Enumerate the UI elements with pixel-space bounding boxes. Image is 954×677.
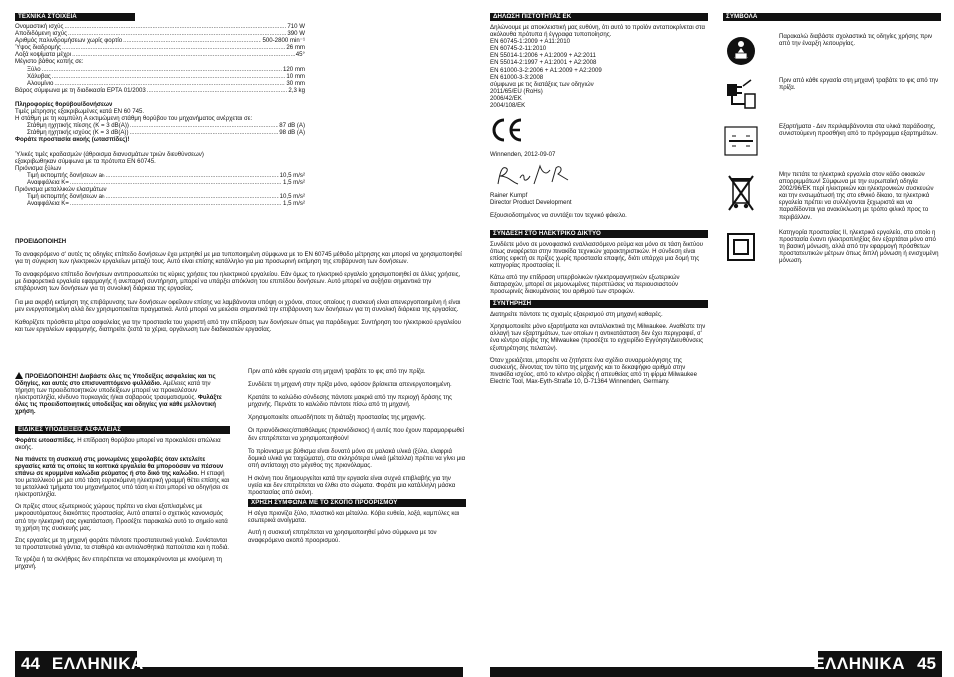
declaration-standard: EN 60745-1:2009 + A11:2010: [490, 38, 571, 46]
weee-bin-icon: [723, 171, 759, 215]
intended-use-1: Η σέγα πριονίζει ξύλο, πλαστικό και μέταλλο. Κόβει ευθεία, λοξά, καμπύλες και εσωτερικά ανοίγματα.: [248, 510, 460, 525]
warning-paragraphs: [15, 251, 463, 333]
vib-wood-row: [15, 179, 305, 186]
weight-row: Βάρος σύμφωνα με τη διαδικασία EPTA 01/2003 ..... 2,3 kg: [15, 87, 305, 94]
symbol-text: Παρακαλώ διαβάστε σχολαστικά τις οδηγίες χρήσης πριν από την έναρξη λειτουργίας.: [779, 33, 933, 48]
symbol-text: Πριν από κάθε εργασία στη μηχανή τραβάτε το φις από την πρίζα.: [779, 77, 939, 92]
declaration-standards: [490, 38, 708, 81]
depth-spec-value: 120 mm: [282, 65, 305, 73]
specs-list: [15, 23, 305, 58]
depth-spec-row: [15, 80, 305, 87]
vib-metal-sub: h: [102, 194, 105, 200]
safety-paragraph: Οι πριονόδισκες/σπαθόλαμες (πριονόδισκος) ή αυτές που έχουν παραμορφωθεί δεν επιτρέπεται να χρησιμοποιηθούν!: [248, 427, 464, 442]
warning-section: [15, 238, 463, 333]
spec-value: 390 W: [287, 30, 305, 38]
warning-paragraph: Το αναφερόμενο επίπεδο δονήσεων αντιπροσωπεύει τις κύριες χρήσεις του ηλεκτρικού εργαλείου. Εάν όμως το ηλεκτρικό εργαλείο χρησιμοποιηθεί σε άλλες χρήσεις, με διαφορετικά εργαλεία εφαρμογής ή ανεπαρκή συντήρηση, μπορεί να υπάρξει απόκλιση του επιπέδου δονήσεων. Αυτό μπορεί να αυξήσει σημαντικά την επιβάρυνση των δονήσεων για τη συνολική διάρκεια της εργασίας.: [15, 271, 461, 293]
vibration-intro: Ύλικές τιμές κραδασμών (άθροισμα διανυσμάτων τριών διευθύνσεων) εξακριβωθηκαν σύμφωνα με τα πρότυπα EN 60745.: [15, 150, 204, 165]
maintenance-2: Χρησιμοποιείτε μόνο εξαρτήματα και ανταλλακτικά της Milwaukee. Αναθέστε την αλλαγή των εξαρτημάτων, των οποίων η αντικατάσταση δεν έχει περιγραφεί, σ' ένα κέντρο σέρβις της Milwaukee (προσέξτε το εγχειρίδιο Εγγύηση/Διευθύνσεις εξυπηρέτησης πελατών).: [490, 323, 706, 352]
declaration-directive: 2011/65/EU (RoHs): [490, 87, 543, 95]
declaration-intro: Δηλώνουμε με αποκλειστική μας ευθύνη, ότι αυτό το προϊόν ανταποκρίνεται στα ακόλουθα πρότυπα ή έγγραφα τυποποίησης.: [490, 24, 705, 39]
spec-value: 45°: [295, 51, 305, 59]
page-number: 44: [21, 654, 40, 673]
declaration-directive: 2004/108/EK: [490, 102, 526, 110]
mid-paragraphs: [248, 368, 466, 496]
vib-metal-row: [15, 200, 305, 207]
spec-row: [15, 30, 305, 37]
vib-metal-value: 10,5 m/s²: [279, 193, 305, 201]
vib-wood-value: 1,5 m/s²: [282, 178, 305, 186]
right-footer: [490, 651, 942, 677]
spec-label: Αριθμός παλινδρομήσεων χωρίς φορτίο: [15, 37, 123, 45]
signatory-authorized: Εξουσιοδοτημένος να συντάξει τον τεχνικό φάκελο.: [490, 212, 627, 220]
spec-value: 26 mm: [286, 44, 305, 52]
spec-label: Ύψος διαδρομής: [15, 44, 61, 52]
declaration-directives: [490, 88, 708, 109]
depth-list: [15, 66, 305, 87]
vib-metal-label: Τιμή εκπομπής δονήσεων a: [27, 193, 103, 201]
left-column-1-lower: [15, 372, 230, 570]
spec-row: [15, 37, 305, 44]
mains-1: Συνδέετε μόνο σε μονοφασικό εναλλασσόμενο ρεύμα και μόνο σε τάση δικτύου όπως αναφέρεται στην πινακίδα τεχνικών χαρακτηριστικών. Η σύνδεση είναι επίσης εφικτή σε πρίζες χωρίς προστασία επαφής, διότι υπάρχει μια δομή της κατηγορίας προστασίας II.: [490, 240, 703, 269]
spec-row: [15, 51, 305, 58]
depth-title: Μέγιστο βάθος κοπής σε:: [15, 58, 84, 66]
vibration-wood-list: [15, 172, 305, 186]
noise-spec-value: 98 dB (A): [279, 129, 305, 137]
symbol-text: Εξαρτήματα - Δεν περιλαμβάνονται στα υλικά παράδοσης, συνιστούμενη προσθήκη από το πρόγραμμα εξαρτημάτων.: [779, 123, 938, 138]
vib-metal-label: Αναφφάλεια K=: [27, 200, 69, 208]
noise-spec-label: Στάθμη ηχητικής ισχύος (K = 3 dB(A)): [27, 129, 129, 137]
special-safety-2: Να πιάνετε τη συσκευή στις μονωμένες χειρολαβές όταν εκτελείτε εργασίες κατά τις οποίες τα κοπτικά εργαλεία θα μπορούσαν να πέσουν επάνω σε κρυμμένα καλώδια ρεύματος ή στο δικό της καλώδιο. Η επαφή του μεταλλικού με μια υπό τάση ευρισκόμενη ηλεκτρική γραμμή θέτει επίσης και τα μεταλλικά τμήματα του μηχανήματος υπό τάση κι έτσι μπορεί να οδηγήσει σε ηλεκτροπληξία.: [15, 455, 230, 499]
depth-spec-row: [15, 66, 305, 73]
safety-paragraph: Κρατάτε το καλώδιο σύνδεσης πάντοτε μακριά από την περιοχή δράσης της μηχανής. Περνάτε το καλώδιο πάντοτε πίσω από τη μηχανή.: [248, 394, 452, 409]
language-label: ΕΛΛΗΝΙΚΑ: [51, 654, 144, 673]
vib-wood-label: Τιμή εκπομπής δονήσεων a: [27, 171, 103, 179]
signature: [490, 162, 708, 192]
vibration-wood-title: Πριόνισμα ξύλων: [15, 164, 62, 172]
safety-paragraph: Χρησιμοποιείτε οπωσδήποτε τη διάταξη προστασίας της μηχανής.: [248, 414, 426, 422]
read-manual-icon: [723, 33, 759, 69]
special-safety-5: Τα γρέζια ή τα σκλήθρες δεν επιτρέπεται να απομακρύνονται με κινούμενη τη μηχανή.: [15, 555, 223, 570]
special-safety-4: Στις εργασίες με τη μηχανή φοράτε πάντοτε προστατευτικά γυαλιά. Συνίστανται τα προστατευτικά γάντια, τα σταθερά και αντιολισθητικά παπούτσια και η ποδιά.: [15, 536, 230, 551]
depth-spec-label: Χάλυβας: [27, 72, 51, 80]
symbol-text: Μην πετάτε τα ηλεκτρικά εργαλεία στον κάδο οικιακών απορριμμάτων! Σύμφωνα με την ευρωπαϊκή οδηγία 2002/96/ΕΚ περί ηλεκτρικών και ηλεκτρονικών συσκευών και την ενσωμάτωσή της στο εθνικό δίκαιο, τα ηλεκτρικά εργαλεία πρέπει να συλλέγονται ξεχωριστά και να παραδίδονται για ανακύκλωση με τρόπο φιλικό προς το περιβάλλον.: [779, 171, 934, 221]
intended-use-header: ΧΡΗΣΗ ΣΥΜΦΩΝΑ ΜΕ ΤΟ ΣΚΟΠΟ ΠΡΟΟΡΙΣΜΟΥ: [248, 499, 466, 507]
spec-label: Ονομαστική ισχύς: [15, 23, 64, 30]
depth-spec-value: 10 mm: [286, 72, 305, 80]
declaration-header: ΔΗΛΩΣΗ ΠΙΣΤΟΤΗΤΑΣ ΕΚ: [490, 13, 708, 21]
noise-title: Πληροφορίες θορύβου/δονήσεων: [15, 100, 113, 108]
vibration-metal-title: Πριόνισμα μεταλλικών ελασμάτων: [15, 185, 107, 193]
declaration-directives-intro: σύμφωνα με τις διατάξεις των οδηγιών: [490, 80, 594, 88]
language-label: ΕΛΛΗΝΙΚΑ: [813, 654, 906, 673]
vib-metal-row: [15, 193, 305, 200]
safety-paragraph: Η σκόνη που δημιουργείται κατά την εργασία είναι συχνά επιβλαβής για την υγεία και δεν επιτρέπεται να έλθει στο σώματα. Φοράτε μια κατάλληλη μάσκα προστασίας από σκόνη.: [248, 474, 456, 497]
class-ii-icon: [723, 229, 759, 265]
special-safety-header: ΕΙΔΙΚΕΣ ΥΠΟΔΕΙΞΕΙΣ ΑΣΦΑΛΕΙΑΣ: [15, 426, 230, 434]
warning-paragraph: Για μια ακριβή εκτίμηση της επιβάρυνσης των δονήσεων οφείλουν επίσης να λαμβάνονται υπόψη οι χρόνοι, στους οποίους η συσκευή είναι απενεργοποιημένη ή είναι μεν ενεργοποιημένη αλλά δεν χρησιμοποιείται πραγματικά. Αυτό μπορεί να μειώσει σημαντικά την επιβάρυνση των δονήσεων για τη συνολική διάρκεια της εργασίας.: [15, 298, 461, 313]
unplug-icon: [723, 77, 759, 113]
noise-intro-1: Τιμές μέτρησης εξακριβωμένες κατά EN 60 745.: [15, 108, 145, 116]
noise-intro-2: Η στάθμη με τη καμπύλη A εκτιμώμενη στάθμη θορύβου του μηχανήματος ανέρχεται σε:: [15, 115, 253, 123]
declaration-standard: EN 61000-3-2:2006 + A1:2009 + A2:2009: [490, 66, 602, 74]
signatory-title: Director Product Development: [490, 199, 572, 207]
accessory-icon: [723, 123, 759, 159]
declaration-place-date: Winnenden, 2012-09-07: [490, 151, 556, 159]
depth-spec-value: 30 mm: [286, 79, 305, 87]
warning-box: ΠΡΟΕΙΔΟΠΟΙΗΣΗ! Διαβάστε όλες τις Υποδείξεις ασφαλείας και τις Οδηγίες, και αυτές στο επισυναπτόμενο φυλλάδιο. Αμέλειες κατά την τήρηση των προειδοποιητικών υποδείξεων μπορεί να προκαλέσουν ηλεκτροπληξία, κίνδυνο πυρκαγιάς ή/και σοβαρούς τραυματισμούς. Φυλάξτε όλες τις προειδοποιητικές υποδείξεις και οδηγίες για κάθε μελλοντική χρήση.: [15, 373, 222, 416]
spec-value: 710 W: [287, 23, 305, 30]
warning-paragraph: Καθορίζετε πρόσθετα μέτρα ασφαλείας για την προστασία του χειριστή από την επίδραση των δονήσεων όπως για παράδειγμα: Συντήρηση του ηλεκτρικού εργαλείου και των εργαλείων εφαρμογής, διατηρείτε ζεστά τα χέρια, οργάνωση των διαδικασιών εργασίας.: [15, 318, 461, 333]
spec-label: Λοξά κοψίματα μέχρι: [15, 51, 72, 59]
maintenance-1: Διατηρείτε πάντοτε τις σχισμές εξαερισμού στη μηχανή καθαρές.: [490, 311, 663, 319]
vib-wood-sub: h: [102, 172, 105, 178]
safety-paragraph: Το πρίονισμα με βύθισμα είναι δυνατό μόνο σε μαλακά υλικά (ξύλο, ελαφριά δομικά υλικά για τοιχώματα), στα σκληρότερα υλικά (μέταλλα) πρέπει να γίνει μια οπή αντίστοιχη στο μέγεθος της πριονόλαμας.: [248, 447, 466, 469]
right-footer-tab: [813, 651, 942, 677]
right-column-1: [490, 13, 708, 385]
depth-spec-label: Ξύλο: [27, 65, 41, 73]
symbol-row-weee: [723, 171, 941, 221]
symbol-row-manual: [723, 33, 941, 69]
right-page: [477, 0, 954, 677]
maintenance-3: Όταν χρειάζεται, μπορείτε να ζητήσετε ένα σχέδιο συναρμολόγησης της συσκευής, δίνοντας τον τύπο της μηχανής και το δεκαψήφιο αριθμό στην πινακίδα ισχύος, από το κέντρο σέρβις ή απευθείας από τη φίρμα Milwaukee Electric Tool, Max-Eyth-Straße 10, D-71364 Winnenden, Germany.: [490, 356, 697, 385]
symbol-row-accessory: [723, 123, 941, 159]
noise-list: [15, 122, 305, 136]
signature-image: [490, 162, 580, 190]
symbol-text: Κατηγορία προστασίας II, ηλεκτρικό εργαλείο, στο οποίο η προστασία έναντι ηλεκτροπληξίας δεν εξαρτάται μόνο από τη βασική μόνωση, αλλά από την εφαρμογή πρόσθετων προστατευτικών μέτρων όπως διπλή μόνωση ή ενισχυμένη μόνωση.: [779, 228, 939, 265]
special-safety-1: Φοράτε ωτοασπίδες. Η επίδραση θορύβου μπορεί να προκαλέσει απώλεια ακοής.: [15, 436, 221, 451]
safety-paragraph: Συνδέετε τη μηχανή στην πρίζα μόνο, εφόσον βρίσκεται απενεργοποιημένη.: [248, 381, 452, 389]
declaration-standard: EN 55014-1:2006 + A1:2009 + A2:2011: [490, 52, 596, 60]
ear-protection-note: Φοράτε προστασία ακοής (ωτασπίδες)!: [15, 136, 130, 144]
vib-metal-value: 1,5 m/s²: [282, 200, 305, 208]
specs-header: ΤΕΧΝΙΚΑ ΣΤΟΙΧΕΙΑ: [15, 13, 135, 21]
symbol-row-unplug: [723, 77, 941, 113]
spec-label: Αποδιδόμενη ισχύς: [15, 30, 68, 38]
mains-header: ΣΥΝΔΕΣΗ ΣΤΟ ΗΛΕΚΤΡΙΚΟ ΔΙΚΤΥΟ: [490, 230, 708, 238]
intended-use-2: Αυτή η συσκευή επιτρέπεται να χρησιμοποιηθεί μόνο σύμφωνα με τον αναφερόμενο ακοπό προορισμού.: [248, 529, 437, 544]
symbols-header: ΣΥΜΒΟΛΑ: [723, 13, 941, 21]
noise-spec-row: [15, 122, 305, 129]
noise-spec-value: 87 dB (A): [279, 122, 305, 130]
left-footer-tab: [15, 651, 144, 677]
vibration-metal-list: [15, 193, 305, 207]
left-column-2-lower: [248, 368, 466, 544]
vib-wood-value: 10,5 m/s²: [279, 171, 305, 179]
warning-title: ΠΡΟΕΙΔΟΠΟΙΗΣΗ: [15, 238, 67, 245]
vib-wood-row: [15, 172, 305, 179]
signatory-name: Rainer Kumpf: [490, 192, 528, 200]
warning-paragraph: Το αναφερόμενο σ' αυτές τις οδηγίες επίπεδο δονήσεων έχει μετρηθεί με μια τυποποιημένη σύμφωνα με το EN 60745 μέθοδο μέτρησης και μπορεί να χρησιμοποιηθεί για τη σύγκριση των ηλεκτρικών εργαλείων μεταξύ τους. Αυτό είναι επίσης κατάλληλο για μια προσωρινή εκτίμηση της επιβάρυνση των δονήσεων.: [15, 251, 462, 266]
declaration-standard: EN 61000-3-3:2008: [490, 73, 544, 81]
spec-row: [15, 23, 305, 30]
special-safety-3: Οι πρίζες στους εξωτερικούς χώρους πρέπει να είναι εξοπλισμένες με μικροαυτόματους διακόπτες προστασίας. Αυτό απαιτεί ο σχετικός κανονισμός από την ηλεκτρική σας εγκατάσταση. Προσέξτε παρακαλώ αυτό το σημείο κατά τη χρήση της συσκευής μας.: [15, 503, 228, 532]
declaration-directive: 2006/42/EK: [490, 94, 522, 102]
right-column-2: [723, 13, 941, 265]
declaration-standard: EN 60745-2-11:2010: [490, 45, 547, 53]
warning-triangle-icon: [15, 372, 23, 379]
spec-row: [15, 44, 305, 51]
left-column-1: [15, 13, 305, 207]
noise-spec-label: Στάθμη ηχητικής πίεσης (K = 3 dB(A)): [27, 122, 129, 130]
mains-2: Κάτω από την επίδραση υπερβολικών ηλεκτρομαγνητικών εξωτερικών διαταραχών, μπορεί σε μεμονωμένες περιπτώσεις να περιουσιαστούν προσωρινές διακυμάνσεις του αριθμού των στροφών.: [490, 273, 680, 296]
declaration-standard: EN 55014-2:1997 + A1:2001 + A2:2008: [490, 59, 597, 67]
depth-spec-row: [15, 73, 305, 80]
depth-spec-label: Αλουμίνιο: [27, 79, 54, 87]
symbol-row-class-ii: [723, 229, 941, 265]
left-footer: [15, 651, 463, 677]
page-number: 45: [917, 654, 936, 673]
spec-value: 500-2800 min⁻¹: [262, 37, 305, 45]
maintenance-header: ΣΥΝΤΗΡΗΣΗ: [490, 300, 708, 308]
ce-mark: [490, 117, 708, 145]
noise-spec-row: [15, 129, 305, 136]
vib-wood-label: Αναφφάλεια K=: [27, 178, 69, 186]
safety-paragraph: Πριν από κάθε εργασία στη μηχανή τραβάτε το φις από την πρίζα.: [248, 368, 426, 375]
ce-mark-icon: [490, 117, 524, 143]
